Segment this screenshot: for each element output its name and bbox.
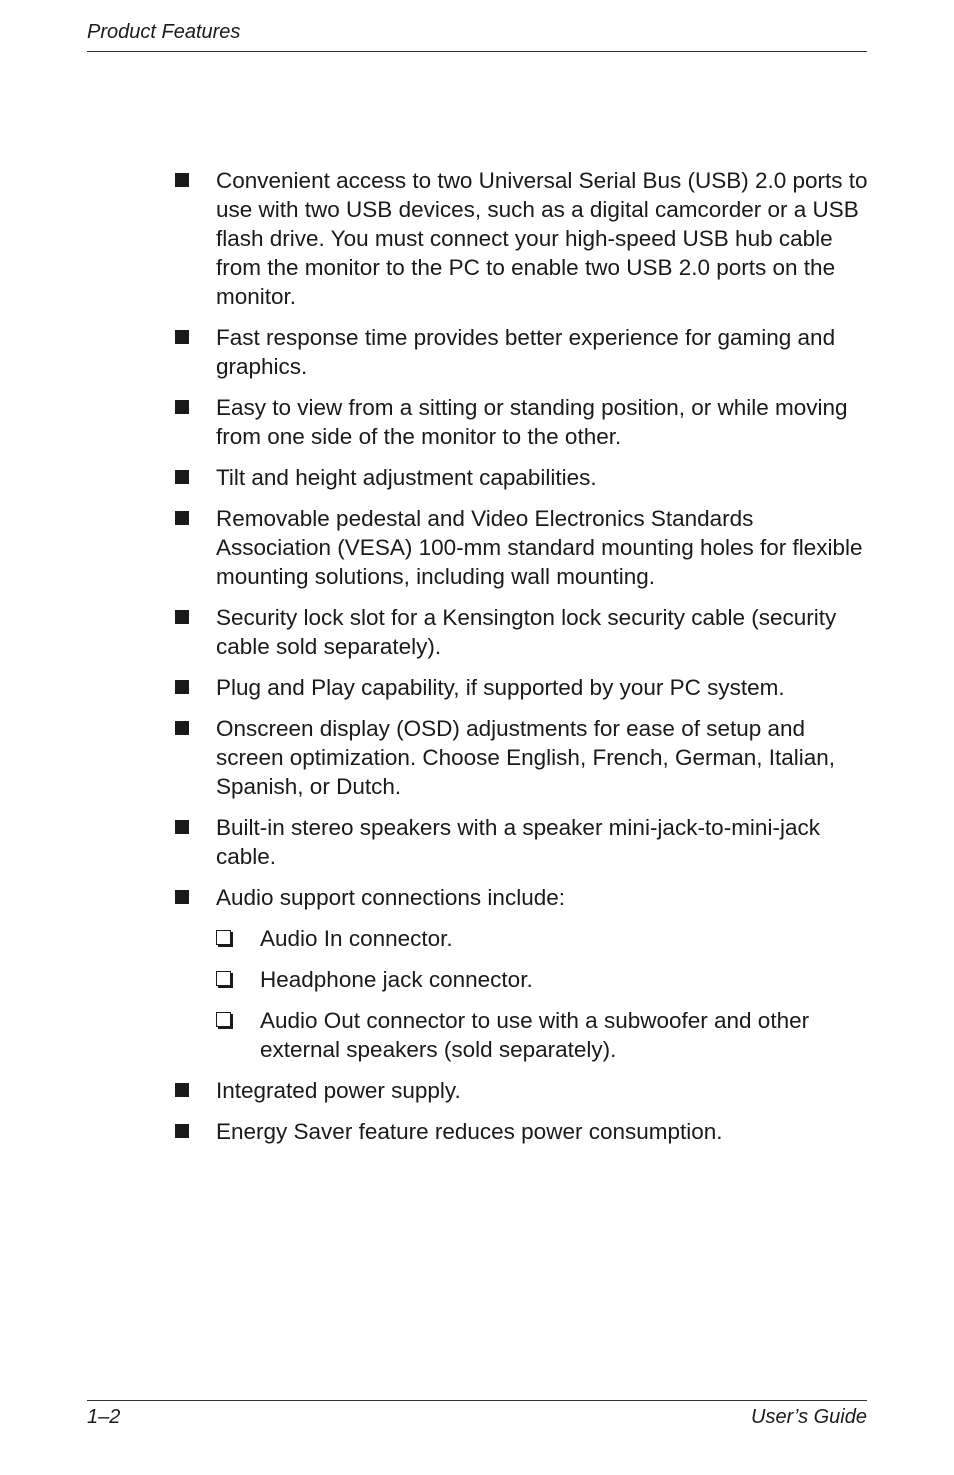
filled-square-bullet-icon [175, 470, 189, 484]
feature-item [173, 463, 868, 492]
shadowed-box-bullet-icon [216, 930, 231, 945]
audio-connection-text: Audio In connector. [260, 926, 453, 951]
guide-title: User’s Guide [751, 1406, 867, 1428]
feature-text: Integrated power supply. [216, 1078, 461, 1103]
feature-text: Tilt and height adjustment capabilities. [216, 465, 597, 490]
audio-connection-item [216, 965, 868, 994]
filled-square-bullet-icon [175, 890, 189, 904]
filled-square-bullet-icon [175, 1124, 189, 1138]
filled-square-bullet-icon [175, 511, 189, 525]
filled-square-bullet-icon [175, 400, 189, 414]
page-footer [87, 1400, 867, 1431]
feature-text: Energy Saver feature reduces power consumption. [216, 1119, 723, 1144]
feature-text: Plug and Play capability, if supported by your PC system. [216, 675, 785, 700]
feature-item [173, 673, 868, 702]
audio-connection-item [216, 1006, 868, 1064]
page-number: 1–2 [87, 1406, 121, 1428]
feature-item [173, 1117, 868, 1146]
filled-square-bullet-icon [175, 330, 189, 344]
shadowed-box-bullet-icon [216, 1012, 231, 1027]
feature-text: Fast response time provides better experience for gaming and graphics. [216, 325, 836, 379]
filled-square-bullet-icon [175, 820, 189, 834]
feature-item [173, 1076, 868, 1105]
feature-text: Audio support connections include: [216, 885, 565, 910]
feature-text: Onscreen display (OSD) adjustments for ease of setup and screen optimization. Choose English, French, German, Italian, Spanish, or Dutch. [216, 716, 836, 799]
filled-square-bullet-icon [175, 610, 189, 624]
feature-item [173, 603, 868, 661]
shadowed-box-bullet-icon [216, 971, 231, 986]
feature-item [173, 323, 868, 381]
feature-item-audio-support [173, 883, 868, 1064]
feature-item [173, 166, 868, 311]
feature-text: Removable pedestal and Video Electronics Standards Association (VESA) 100-mm standard mounting holes for flexible mounting solutions, including wall mounting. [216, 506, 863, 589]
filled-square-bullet-icon [175, 721, 189, 735]
page-header [87, 18, 867, 52]
feature-item [173, 714, 868, 801]
feature-item [173, 813, 868, 871]
filled-square-bullet-icon [175, 680, 189, 694]
audio-connection-item [216, 924, 868, 953]
feature-text: Built-in stereo speakers with a speaker mini-jack-to-mini-jack cable. [216, 815, 820, 869]
filled-square-bullet-icon [175, 1083, 189, 1097]
feature-text: Convenient access to two Universal Serial Bus (USB) 2.0 ports to use with two USB devices, such as a digital camcorder or a USB flash drive. You must connect your high-speed USB hub cable from the monitor to the PC to enable two USB 2.0 ports on the monitor. [216, 168, 868, 309]
audio-connections-list [216, 924, 868, 1064]
running-header-title: Product Features [87, 21, 241, 43]
audio-connection-text: Headphone jack connector. [260, 967, 533, 992]
filled-square-bullet-icon [175, 173, 189, 187]
feature-item [173, 504, 868, 591]
audio-connection-text: Audio Out connector to use with a subwoofer and other external speakers (sold separately). [260, 1008, 810, 1062]
feature-text: Security lock slot for a Kensington lock security cable (security cable sold separately). [216, 605, 837, 659]
feature-list [173, 166, 868, 1146]
feature-list-section [173, 166, 868, 1158]
feature-item [173, 393, 868, 451]
feature-text: Easy to view from a sitting or standing position, or while moving from one side of the monitor to the other. [216, 395, 848, 449]
